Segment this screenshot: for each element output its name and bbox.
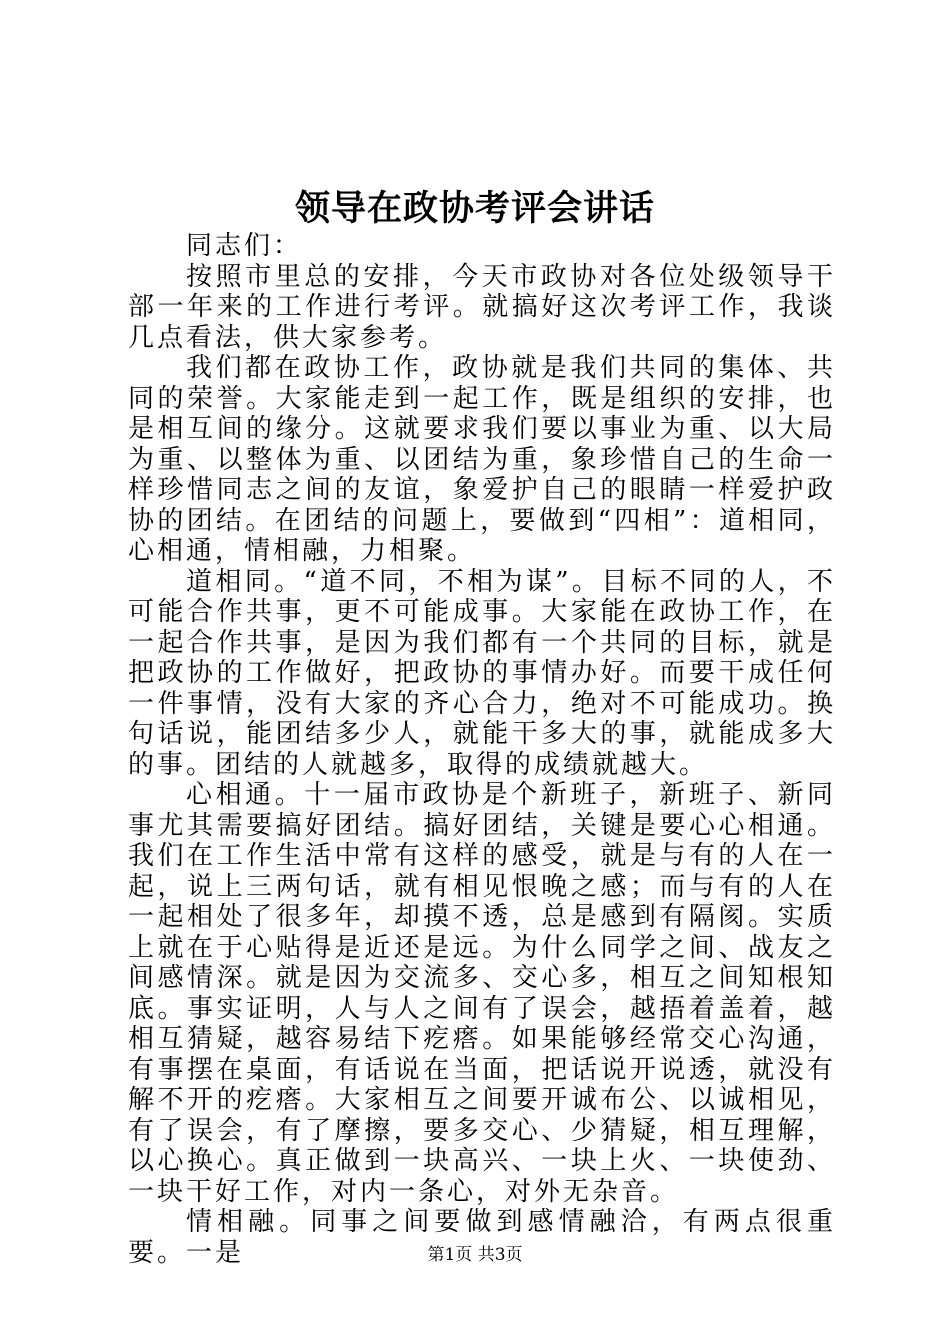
salutation-paragraph: 同志们： bbox=[186, 231, 303, 261]
document-body bbox=[128, 231, 836, 1268]
body-paragraph: 按照市里总的安排，今天市政协对各位处级领导干部一年来的工作进行考评。就搞好这次考评工作，我谈几点看法，供大家参考。 bbox=[128, 261, 836, 353]
body-paragraph: 道相同。“道不同，不相为谋”。目标不同的人，不可能合作共事，更不可能成事。大家能在政协工作，在一起合作共事，是因为我们都有一个共同的目标，就是把政协的工作做好，把政协的事情办好。而要干成任何一件事情，没有大家的齐心合力，绝对不可能成功。换句话说，能团结多少人，就能干多大的事，就能成多大的事。团结的人就越多，取得的成绩就越大。 bbox=[128, 566, 836, 780]
body-paragraph: 心相通。十一届市政协是个新班子，新班子、新同事尤其需要搞好团结。搞好团结，关键是要心心相通。我们在工作生活中常有这样的感受，就是与有的人在一起，说上三两句话，就有相见恨晚之感；而与有的人在一起相处了很多年，却摸不透，总是感到有隔阂。实质上就在于心贴得是近还是远。为什么同学之间、战友之间感情深。就是因为交流多、交心多，相互之间知根知底。事实证明，人与人之间有了误会，越捂着盖着，越相互猜疑，越容易结下疙瘩。如果能够经常交心沟通，有事摆在桌面，有话说在当面，把话说开说透，就没有解不开的疙瘩。大家相互之间要开诚布公、以诚相见，有了误会，有了摩擦，要多交心、少猜疑，相互理解，以心换心。真正做到一块高兴、一块上火、一块使劲、一块干好工作，对内一条心，对外无杂音。 bbox=[128, 780, 836, 1207]
document-title: 领导在政协考评会讲话 bbox=[294, 189, 655, 229]
body-paragraph: 情相融。同事之间要做到感情融洽，有两点很重要。一是 bbox=[128, 1207, 836, 1268]
body-paragraph: 我们都在政协工作，政协就是我们共同的集体、共同的荣誉。大家能走到一起工作，既是组织的安排，也是相互间的缘分。这就要求我们要以事业为重、以大局为重、以整体为重、以团结为重，象珍惜自己的生命一样珍惜同志之间的友谊，象爱护自己的眼睛一样爱护政协的团结。在团结的问题上，要做到“四相”：道相同，心相通，情相融，力相聚。 bbox=[128, 353, 836, 566]
page-footer: 第1页 共3页 bbox=[427, 1245, 523, 1265]
